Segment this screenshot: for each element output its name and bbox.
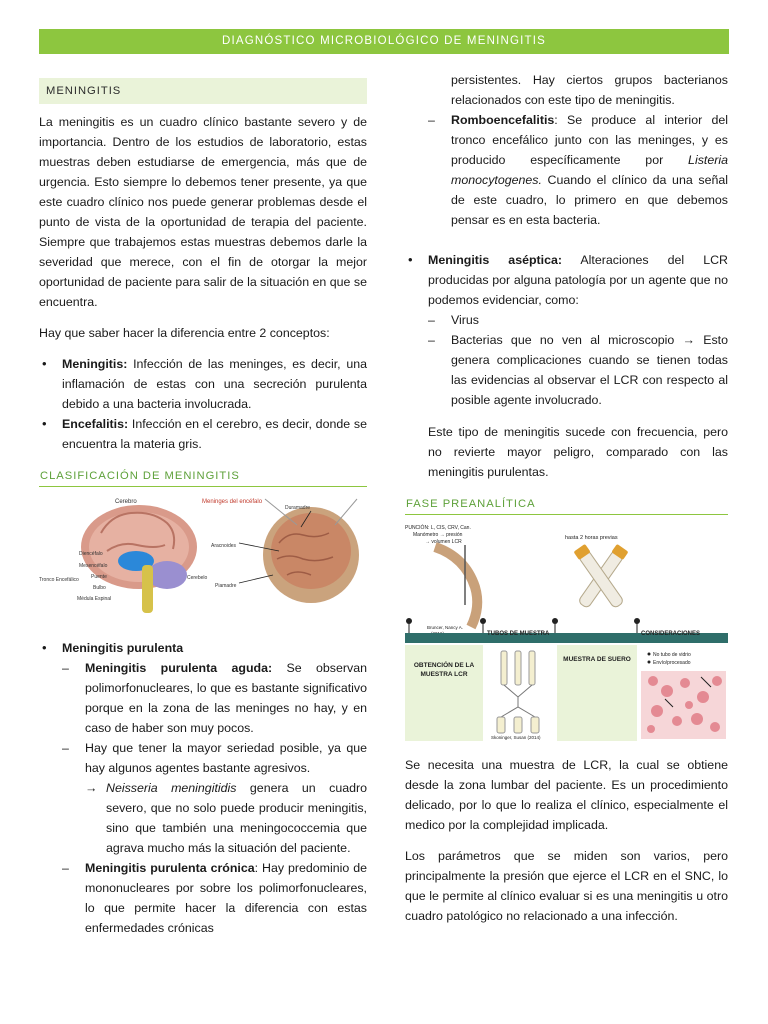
label-duramadre: Duramadre — [285, 505, 311, 511]
heading-meningitis: MENINGITIS — [39, 78, 367, 104]
list-item — [428, 310, 728, 330]
label-funcion: PUNCIÓN: L, CIS, CRV, Can. — [405, 525, 471, 531]
purulent-list — [39, 638, 367, 938]
romboencefalitis-list — [405, 110, 728, 230]
label-envio: Envío/procesado — [653, 660, 691, 666]
left-column — [39, 66, 367, 938]
definition-purulenta-aguda: Se observan polimorfonucleares, lo que es bastante significativo porque en la zona de las meninges no hay, y en caso de haber son muy pocos. — [85, 661, 367, 735]
seriedad-text: Hay que tener la mayor seriedad posible, ya que hay algunos agentes bastante agresivos. — [85, 741, 367, 775]
heading-fase-preanalitica: FASE PREANALÍTICA — [405, 498, 728, 515]
brain-meninges-figure — [39, 493, 367, 617]
term-aseptica: Meningitis aséptica: — [428, 253, 563, 267]
label-meninges-title: Meninges del encéfalo — [202, 499, 263, 505]
term-romboencefalitis: Romboencefalitis — [451, 113, 555, 127]
purulent-sublist — [62, 658, 367, 938]
list-item — [62, 858, 367, 938]
term-purulenta-cronica: Meningitis purulenta crónica — [85, 861, 255, 875]
label-mesencefalo: Mesencéfalo — [79, 563, 108, 569]
list-item — [85, 778, 367, 858]
label-obtencion: OBTENCIÓN DE LA MUESTRA LCR — [413, 662, 475, 678]
label-bruncer: Bruncer, Nancy A. — [427, 625, 464, 630]
label-no-tubo-vidrio: No tubo de vidrio — [653, 652, 691, 658]
list-item — [39, 354, 367, 414]
label-piamadre: Piamadre — [215, 583, 237, 589]
label-muestra-suero: MUESTRA DE SUERO — [563, 656, 631, 663]
term-purulenta: Meningitis purulenta — [62, 641, 184, 655]
label-volumen: → volumen LCR — [425, 539, 462, 545]
brainstem-shape — [142, 565, 153, 613]
term-meningitis: Meningitis: — [62, 357, 128, 371]
definition-encefalitis: Infección en el cerebro, es decir, donde se encuentra la materia gris. — [62, 417, 367, 451]
preanalytic-diagram-svg — [405, 521, 728, 743]
preanalytic-figure — [405, 521, 728, 743]
page-banner-title: DIAGNÓSTICO MICROBIOLÓGICO DE MENINGITIS — [39, 29, 729, 54]
virus-text: Virus — [451, 313, 480, 327]
parametros-paragraph: Los parámetros que se miden son varios, pero principalmente la presión que ejerce el LCR en el SNC, lo que le permite al clínico evaluar si es una meningitis u otro cuadro patológico no relacionado a una infección. — [405, 849, 728, 923]
concepts-paragraph: Hay que saber hacer la diferencia entre 2 conceptos: — [39, 326, 330, 340]
list-item — [62, 658, 367, 738]
right-column — [405, 70, 728, 926]
lcr-paragraph: Se necesita una muestra de LCR, la cual se obtiene desde la zona lumbar del paciente. Es un procedimiento delicado, por lo que lo realiza el clínico, especialmente el medico por la complejidad implicada. — [405, 758, 728, 832]
aseptica-list — [405, 250, 728, 410]
list-item — [428, 330, 728, 410]
neisseria-sublist — [85, 778, 367, 858]
list-item — [62, 738, 367, 858]
label-tubos-muestra: TUBOS DE MUESTRA — [487, 631, 550, 637]
term-listeria: Listeria monocytogenes. — [451, 153, 728, 187]
neisseria-text: genera un cuadro severo, que no solo puede producir meningitis, sino que también una meningococcemia que agrava mucho más la situación del paciente. — [106, 781, 368, 855]
label-consideraciones: CONSIDERACIONES — [641, 631, 701, 637]
list-item — [39, 638, 367, 938]
definition-purulenta-cronica: : Hay predominio de mononucleares por sobre los polimorfonucleares, lo que permite hacer la diferencia con estas enfermedades crónicas — [85, 861, 368, 935]
label-cerebelo: Cerebelo — [187, 575, 208, 581]
term-encefalitis: Encefalitis: — [62, 417, 129, 431]
concepts-list — [39, 354, 367, 454]
label-hasta: hasta 2 horas previas — [565, 535, 618, 541]
list-item — [39, 414, 367, 454]
label-medula: Médula Espinal — [77, 596, 112, 602]
label-manometro: Manómetro → presión — [413, 532, 463, 538]
list-item — [405, 250, 728, 410]
label-puente: Puente — [91, 574, 107, 580]
label-aracnoides: Aracnoides — [211, 543, 237, 549]
aseptica-paragraph: Este tipo de meningitis sucede con frecuencia, pero no revierte mayor peligro, comparado con las meningitis purulentas. — [428, 425, 728, 479]
heading-clasificacion: CLASIFICACIÓN DE MENINGITIS — [39, 470, 367, 487]
romboencefalitis-text: : Se produce al interior del tronco encefálico junto con las meninges, y es producido específicamente por — [451, 113, 728, 167]
label-bulbo: Bulbo — [93, 585, 106, 591]
definition-meningitis: Infección de las meninges, es decir, una inflamación de estas con una secreción purulenta debido a una bacteria involucrada. — [62, 357, 367, 411]
aseptica-sublist — [428, 310, 728, 410]
brain-diagram-svg — [39, 493, 367, 617]
romboencefalitis-text-2: Cuando el clínico da una señal de este cuadro, lo primero en que debemos pensar es en esta bacteria. — [451, 173, 728, 227]
label-cite: Skoninger, Susan (2014) — [491, 735, 541, 740]
label-tronco: Tronco Encefálico — [39, 577, 79, 583]
intro-paragraph: La meningitis es un cuadro clínico bastante severo y de importancia. Dentro de los estudios de laboratorio, estas muestras deben estudiarse de emergencia, más que de urgencia. Esto siempre lo debemos tener presente, ya que este cuadro clínico nos puede generar problemas desde el punto de vista de la oportunidad de terapia del paciente. Siempre que trabajemos estas muestras debemos darle la severidad que merece, con el fin de otorgar la mejor oportunidad de paciente para salir de la situación en que se encuentra. — [39, 115, 367, 309]
bacterias-text: Bacterias que no ven al microscopio → Esto genera complicaciones cuando se tienen todas las evidencias al observar el LCR con respecto al posible agente involucrado. — [451, 333, 728, 407]
term-purulenta-aguda: Meningitis purulenta aguda: — [85, 661, 273, 675]
term-neisseria: Neisseria meningitidis — [106, 781, 237, 795]
label-cerebro: Cerebro — [115, 499, 137, 505]
continued-paragraph: persistentes. Hay ciertos grupos bacterianos relacionados con este tipo de meningitis. — [451, 73, 728, 107]
list-item — [428, 110, 728, 230]
definition-aseptica: Alteraciones del LCR producidas por alguna patología por un agente que no podemos evidenciar, como: — [428, 253, 728, 307]
label-diencefalo: Diencéfalo — [79, 551, 103, 557]
